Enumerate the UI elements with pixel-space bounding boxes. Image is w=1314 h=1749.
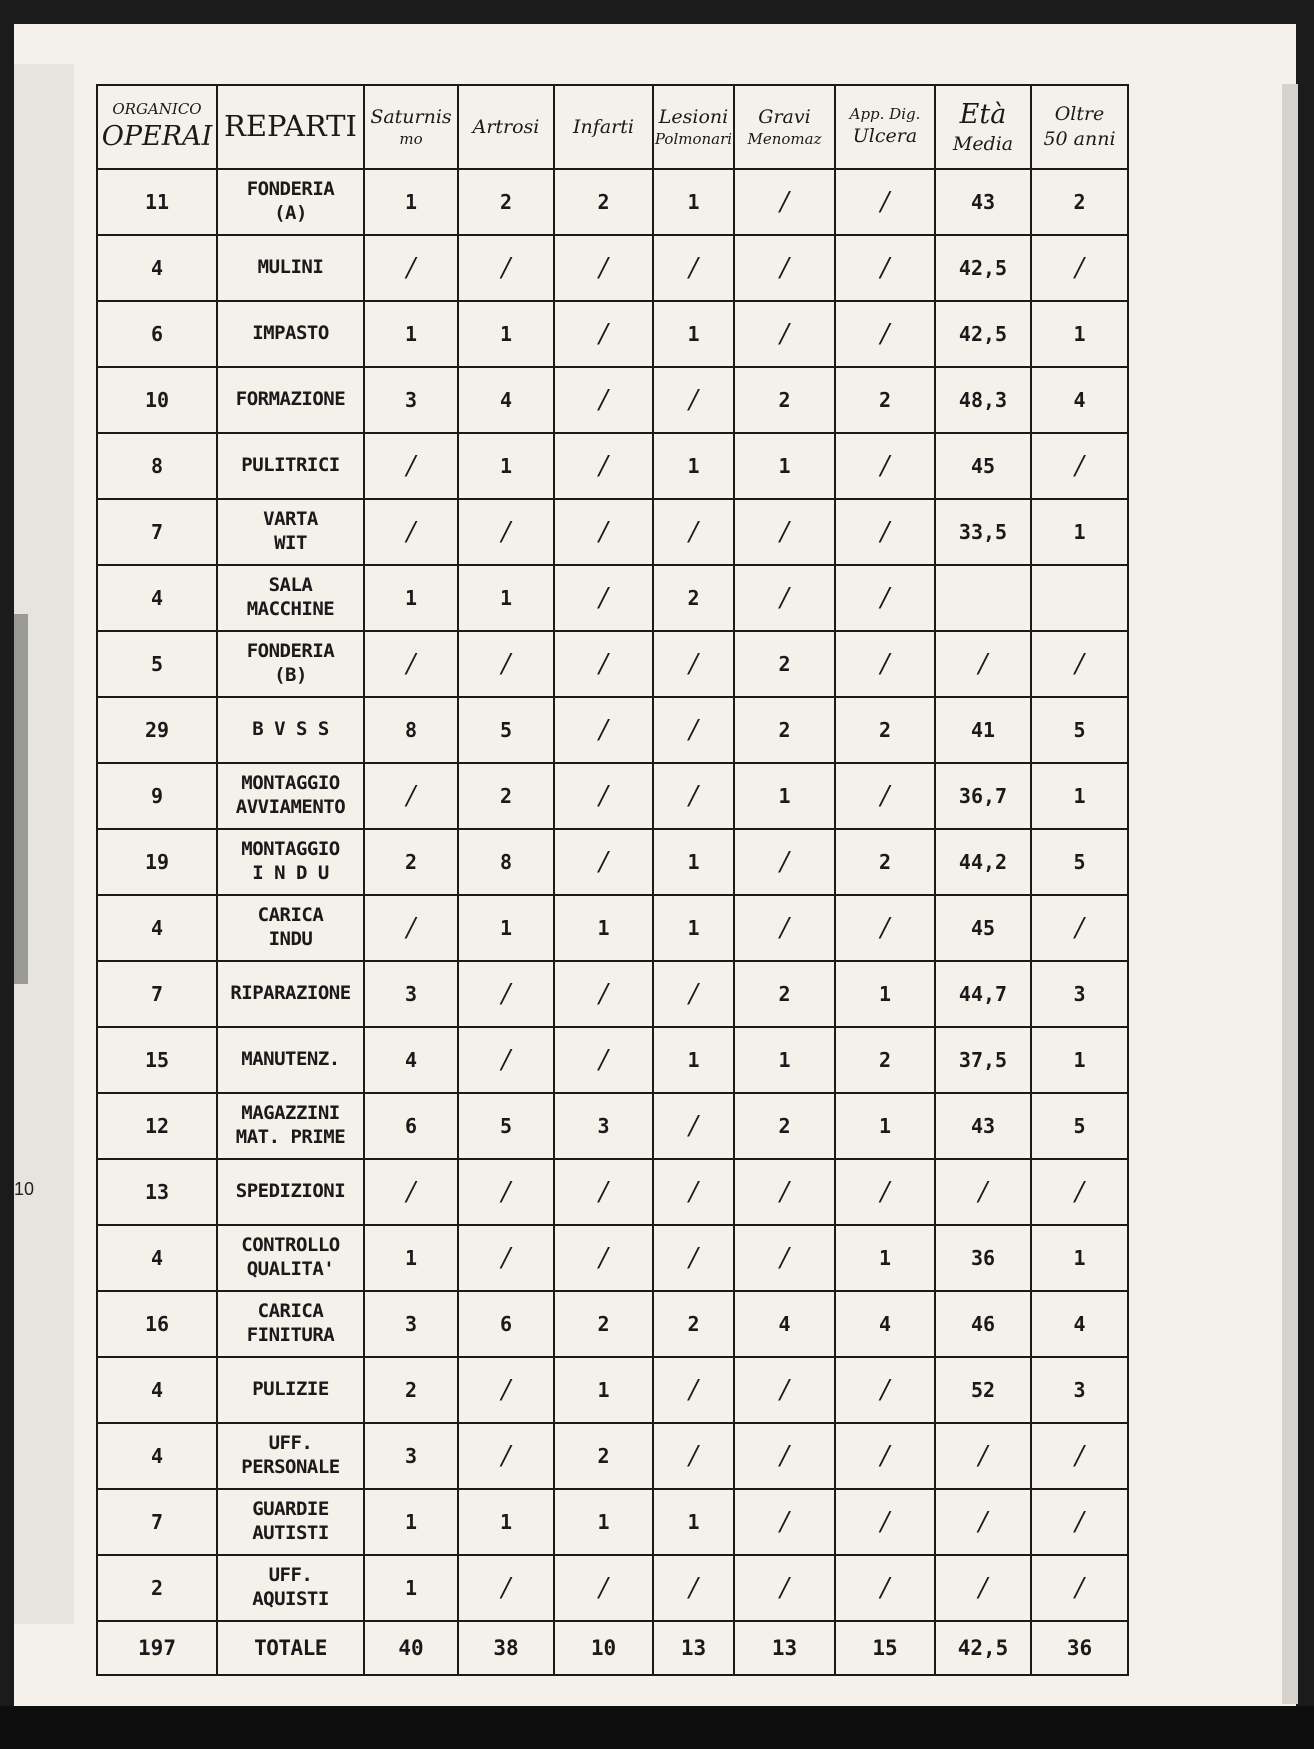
table-cell: / xyxy=(653,697,734,763)
department-cell: PULIZIE xyxy=(217,1357,364,1423)
table-cell: 1 xyxy=(364,1489,458,1555)
table-cell: / xyxy=(1031,631,1128,697)
table-cell: 5 xyxy=(458,1093,554,1159)
table-cell: 4 xyxy=(97,1357,217,1423)
table-row xyxy=(97,697,1128,763)
table-row xyxy=(97,235,1128,301)
table-cell: 2 xyxy=(734,1093,835,1159)
table-cell: 6 xyxy=(97,301,217,367)
table-cell: 1 xyxy=(653,1489,734,1555)
table-cell: / xyxy=(554,1225,653,1291)
table-cell: 4 xyxy=(97,1423,217,1489)
table-cell: 42,5 xyxy=(935,235,1031,301)
table-cell: / xyxy=(835,565,935,631)
table-cell: / xyxy=(1031,1423,1128,1489)
table-row xyxy=(97,1159,1128,1225)
table-cell: / xyxy=(835,433,935,499)
table-cell: 1 xyxy=(835,1225,935,1291)
table-cell: / xyxy=(458,631,554,697)
table-cell: 13 xyxy=(653,1621,734,1675)
header-organico: ORGANICO OPERAI xyxy=(97,85,217,169)
margin-page-number: 10 xyxy=(14,1179,35,1199)
table-cell: 45 xyxy=(935,895,1031,961)
department-cell: PULITRICI xyxy=(217,433,364,499)
table-cell: / xyxy=(734,1357,835,1423)
table-cell: 15 xyxy=(97,1027,217,1093)
department-cell: IMPASTO xyxy=(217,301,364,367)
table-cell: / xyxy=(734,1225,835,1291)
table-cell: / xyxy=(734,565,835,631)
table-cell: 1 xyxy=(653,301,734,367)
table-cell: / xyxy=(653,1555,734,1621)
header-saturnismo: Saturnis mo xyxy=(364,85,458,169)
table-cell: 1 xyxy=(734,433,835,499)
table-cell: 5 xyxy=(458,697,554,763)
table-cell: 1 xyxy=(1031,1027,1128,1093)
table-row xyxy=(97,1027,1128,1093)
table-cell: / xyxy=(458,1159,554,1225)
department-cell: FONDERIA (A) xyxy=(217,169,364,235)
table-row xyxy=(97,301,1128,367)
table-cell: 4 xyxy=(1031,1291,1128,1357)
table-cell: / xyxy=(734,235,835,301)
total-row xyxy=(97,1621,1128,1675)
table-cell: / xyxy=(364,499,458,565)
table-cell: / xyxy=(554,499,653,565)
table-cell: / xyxy=(554,961,653,1027)
table-cell: / xyxy=(835,763,935,829)
table-row xyxy=(97,763,1128,829)
table-cell: / xyxy=(835,1159,935,1225)
table-cell: 1 xyxy=(1031,499,1128,565)
department-cell: CARICA INDU xyxy=(217,895,364,961)
department-cell: TOTALE xyxy=(217,1621,364,1675)
table-cell: / xyxy=(1031,895,1128,961)
table-cell: / xyxy=(458,1423,554,1489)
table-cell: / xyxy=(1031,1555,1128,1621)
table-cell: 33,5 xyxy=(935,499,1031,565)
table-cell: 1 xyxy=(364,301,458,367)
table-cell: 19 xyxy=(97,829,217,895)
department-cell: UFF. AQUISTI xyxy=(217,1555,364,1621)
table-cell: / xyxy=(364,1159,458,1225)
header-gravi: Gravi Menomaz xyxy=(734,85,835,169)
table-cell: / xyxy=(835,1423,935,1489)
department-cell: RIPARAZIONE xyxy=(217,961,364,1027)
table-cell: / xyxy=(835,1357,935,1423)
table-cell: 5 xyxy=(1031,1093,1128,1159)
table-cell: 1 xyxy=(458,1489,554,1555)
table-cell: / xyxy=(734,1555,835,1621)
table-cell: / xyxy=(554,1555,653,1621)
scan-border xyxy=(0,1706,1314,1749)
table-cell: / xyxy=(1031,235,1128,301)
table-cell: 38 xyxy=(458,1621,554,1675)
table-cell: / xyxy=(554,1027,653,1093)
table-cell: / xyxy=(554,433,653,499)
table-cell: 48,3 xyxy=(935,367,1031,433)
table-row xyxy=(97,433,1128,499)
table-cell: 4 xyxy=(97,235,217,301)
table-cell: 13 xyxy=(97,1159,217,1225)
table-cell: / xyxy=(935,1159,1031,1225)
next-page-edge xyxy=(1282,84,1298,1704)
table-cell: / xyxy=(364,433,458,499)
table-cell: 3 xyxy=(364,1291,458,1357)
table-cell: / xyxy=(935,631,1031,697)
header-app-dig: App. Dig. Ulcera xyxy=(835,85,935,169)
table-cell: 10 xyxy=(554,1621,653,1675)
header-lesioni: Lesioni Polmonari xyxy=(653,85,734,169)
table-cell: 4 xyxy=(835,1291,935,1357)
table-row xyxy=(97,1291,1128,1357)
department-cell: MONTAGGIO AVVIAMENTO xyxy=(217,763,364,829)
department-cell: FONDERIA (B) xyxy=(217,631,364,697)
table-cell: / xyxy=(458,1027,554,1093)
table-cell: 2 xyxy=(554,1423,653,1489)
table-cell: 4 xyxy=(1031,367,1128,433)
table-cell: / xyxy=(734,169,835,235)
table-cell: 2 xyxy=(97,1555,217,1621)
table-cell: 1 xyxy=(554,1489,653,1555)
department-cell: MANUTENZ. xyxy=(217,1027,364,1093)
department-cell: FORMAZIONE xyxy=(217,367,364,433)
table-cell: 2 xyxy=(653,565,734,631)
table-cell: / xyxy=(734,301,835,367)
table-cell: 1 xyxy=(734,763,835,829)
table-cell: 3 xyxy=(364,367,458,433)
table-cell: 2 xyxy=(835,367,935,433)
table-cell: / xyxy=(364,763,458,829)
table-cell: 1 xyxy=(653,895,734,961)
table-cell: 36,7 xyxy=(935,763,1031,829)
table-cell: / xyxy=(835,169,935,235)
department-cell: MONTAGGIO I N D U xyxy=(217,829,364,895)
table-cell: / xyxy=(935,1423,1031,1489)
table-cell: / xyxy=(458,499,554,565)
table-cell: / xyxy=(554,631,653,697)
table-row xyxy=(97,895,1128,961)
table-cell: 6 xyxy=(364,1093,458,1159)
table-cell: / xyxy=(653,1423,734,1489)
table-cell: 2 xyxy=(1031,169,1128,235)
table-cell: 4 xyxy=(97,1225,217,1291)
table-cell: / xyxy=(935,1555,1031,1621)
table-cell: 3 xyxy=(554,1093,653,1159)
table-cell: 37,5 xyxy=(935,1027,1031,1093)
table-row xyxy=(97,499,1128,565)
table-cell: 7 xyxy=(97,961,217,1027)
table-cell: 1 xyxy=(458,895,554,961)
table-cell: 8 xyxy=(97,433,217,499)
table-cell: 7 xyxy=(97,1489,217,1555)
table-cell: / xyxy=(554,829,653,895)
table-cell: 1 xyxy=(1031,301,1128,367)
department-cell: MULINI xyxy=(217,235,364,301)
table-cell: / xyxy=(458,1555,554,1621)
table-cell: 36 xyxy=(935,1225,1031,1291)
table-cell: / xyxy=(835,895,935,961)
department-cell: CONTROLLO QUALITA' xyxy=(217,1225,364,1291)
table-cell: / xyxy=(554,1159,653,1225)
table-cell: 4 xyxy=(364,1027,458,1093)
table-cell: 42,5 xyxy=(935,301,1031,367)
table-cell: 3 xyxy=(364,961,458,1027)
department-cell: SALA MACCHINE xyxy=(217,565,364,631)
table-cell: / xyxy=(734,499,835,565)
department-cell: CARICA FINITURA xyxy=(217,1291,364,1357)
table-cell: 1 xyxy=(554,895,653,961)
table-row xyxy=(97,367,1128,433)
table-row xyxy=(97,961,1128,1027)
table-cell: 2 xyxy=(458,169,554,235)
table-cell: / xyxy=(554,565,653,631)
table-cell: 5 xyxy=(1031,829,1128,895)
table-cell: / xyxy=(835,235,935,301)
table-row xyxy=(97,829,1128,895)
table-row xyxy=(97,565,1128,631)
table-cell: / xyxy=(364,235,458,301)
table-cell: 1 xyxy=(653,829,734,895)
department-cell: SPEDIZIONI xyxy=(217,1159,364,1225)
table-cell xyxy=(935,565,1031,631)
table-cell: 11 xyxy=(97,169,217,235)
table-cell: 45 xyxy=(935,433,1031,499)
table-cell: 2 xyxy=(734,367,835,433)
table-cell: 1 xyxy=(364,1225,458,1291)
table-cell: 2 xyxy=(835,1027,935,1093)
department-cell: UFF. PERSONALE xyxy=(217,1423,364,1489)
header-oltre: Oltre 50 anni xyxy=(1031,85,1128,169)
table-cell: / xyxy=(653,1225,734,1291)
table-cell: / xyxy=(653,367,734,433)
table-cell: / xyxy=(364,631,458,697)
table-cell: / xyxy=(835,301,935,367)
header-infarti: Infarti xyxy=(554,85,653,169)
table-cell: 44,7 xyxy=(935,961,1031,1027)
table-cell: / xyxy=(653,1159,734,1225)
table-cell: / xyxy=(653,1093,734,1159)
table-cell: 1 xyxy=(835,961,935,1027)
table-cell: / xyxy=(653,763,734,829)
department-health-table xyxy=(96,84,1129,1676)
table-cell: 2 xyxy=(458,763,554,829)
table-cell: / xyxy=(653,499,734,565)
table-cell: 5 xyxy=(1031,697,1128,763)
table-cell: 1 xyxy=(653,1027,734,1093)
table-cell: / xyxy=(734,829,835,895)
table-cell: / xyxy=(458,1225,554,1291)
table-cell: 2 xyxy=(364,1357,458,1423)
table-cell: / xyxy=(653,235,734,301)
table-cell: 40 xyxy=(364,1621,458,1675)
table-cell: / xyxy=(554,697,653,763)
table-cell: / xyxy=(458,961,554,1027)
table-row xyxy=(97,1093,1128,1159)
table-cell: / xyxy=(458,235,554,301)
table-cell: 46 xyxy=(935,1291,1031,1357)
table-cell: / xyxy=(1031,1489,1128,1555)
table-cell: / xyxy=(835,499,935,565)
table-cell: / xyxy=(734,1423,835,1489)
table-cell: 2 xyxy=(734,961,835,1027)
table-cell: / xyxy=(734,895,835,961)
table-cell xyxy=(1031,565,1128,631)
table-cell: / xyxy=(554,235,653,301)
table-cell: 9 xyxy=(97,763,217,829)
department-cell: B V S S xyxy=(217,697,364,763)
table-cell: 43 xyxy=(935,1093,1031,1159)
header-reparti: REPARTI xyxy=(217,85,364,169)
table-row xyxy=(97,169,1128,235)
table-cell: 7 xyxy=(97,499,217,565)
table-cell: 2 xyxy=(734,697,835,763)
table-cell: 1 xyxy=(458,301,554,367)
table-cell: 2 xyxy=(734,631,835,697)
table-cell: 44,2 xyxy=(935,829,1031,895)
table-cell: 2 xyxy=(653,1291,734,1357)
table-cell: / xyxy=(653,631,734,697)
table-cell: 8 xyxy=(458,829,554,895)
table-cell: 1 xyxy=(458,433,554,499)
department-cell: MAGAZZINI MAT. PRIME xyxy=(217,1093,364,1159)
table-cell: 1 xyxy=(835,1093,935,1159)
table-row xyxy=(97,1225,1128,1291)
table-cell: 36 xyxy=(1031,1621,1128,1675)
table-cell: / xyxy=(835,1555,935,1621)
table-cell: 42,5 xyxy=(935,1621,1031,1675)
table-cell: 2 xyxy=(835,697,935,763)
table-body xyxy=(97,169,1128,1675)
table-cell: 197 xyxy=(97,1621,217,1675)
table-cell: 2 xyxy=(835,829,935,895)
table-row xyxy=(97,631,1128,697)
table-cell: / xyxy=(653,961,734,1027)
table-cell: 1 xyxy=(1031,763,1128,829)
table-cell: / xyxy=(935,1489,1031,1555)
table-cell: / xyxy=(554,763,653,829)
table-cell: 4 xyxy=(97,565,217,631)
table-cell: / xyxy=(458,1357,554,1423)
table-cell: / xyxy=(835,1489,935,1555)
table-cell: 6 xyxy=(458,1291,554,1357)
table-cell: / xyxy=(835,631,935,697)
table-cell: 3 xyxy=(1031,961,1128,1027)
table-cell: 43 xyxy=(935,169,1031,235)
table-cell: 1 xyxy=(653,169,734,235)
table-cell: 5 xyxy=(97,631,217,697)
table-cell: 13 xyxy=(734,1621,835,1675)
table-cell: 2 xyxy=(364,829,458,895)
table-cell: 12 xyxy=(97,1093,217,1159)
table-cell: / xyxy=(364,895,458,961)
table-cell: 52 xyxy=(935,1357,1031,1423)
table-cell: 1 xyxy=(364,169,458,235)
header-row xyxy=(97,85,1128,169)
table-cell: / xyxy=(1031,433,1128,499)
table-cell: 1 xyxy=(364,565,458,631)
table-cell: / xyxy=(734,1159,835,1225)
table-row xyxy=(97,1489,1128,1555)
table-cell: 4 xyxy=(458,367,554,433)
table-cell: 3 xyxy=(1031,1357,1128,1423)
table-cell: 15 xyxy=(835,1621,935,1675)
table-cell: / xyxy=(554,301,653,367)
table-cell: 2 xyxy=(554,169,653,235)
table-cell: 1 xyxy=(364,1555,458,1621)
table-cell: / xyxy=(1031,1159,1128,1225)
department-cell: VARTA WIT xyxy=(217,499,364,565)
table-cell: 2 xyxy=(554,1291,653,1357)
table-cell: 4 xyxy=(97,895,217,961)
table-cell: 10 xyxy=(97,367,217,433)
header-eta: Età Media xyxy=(935,85,1031,169)
header-artrosi: Artrosi xyxy=(458,85,554,169)
table-cell: / xyxy=(554,367,653,433)
table-cell: 1 xyxy=(734,1027,835,1093)
table-cell: 1 xyxy=(458,565,554,631)
department-cell: GUARDIE AUTISTI xyxy=(217,1489,364,1555)
table-cell: 1 xyxy=(1031,1225,1128,1291)
table-cell: 1 xyxy=(653,433,734,499)
table-row xyxy=(97,1555,1128,1621)
table-row xyxy=(97,1423,1128,1489)
table-cell: 41 xyxy=(935,697,1031,763)
table-cell: / xyxy=(734,1489,835,1555)
table-row xyxy=(97,1357,1128,1423)
table-cell: 4 xyxy=(734,1291,835,1357)
table-cell: 3 xyxy=(364,1423,458,1489)
page-shadow xyxy=(14,614,28,984)
table-cell: 1 xyxy=(554,1357,653,1423)
table-cell: 29 xyxy=(97,697,217,763)
table-cell: / xyxy=(653,1357,734,1423)
table-cell: 8 xyxy=(364,697,458,763)
table-cell: 16 xyxy=(97,1291,217,1357)
